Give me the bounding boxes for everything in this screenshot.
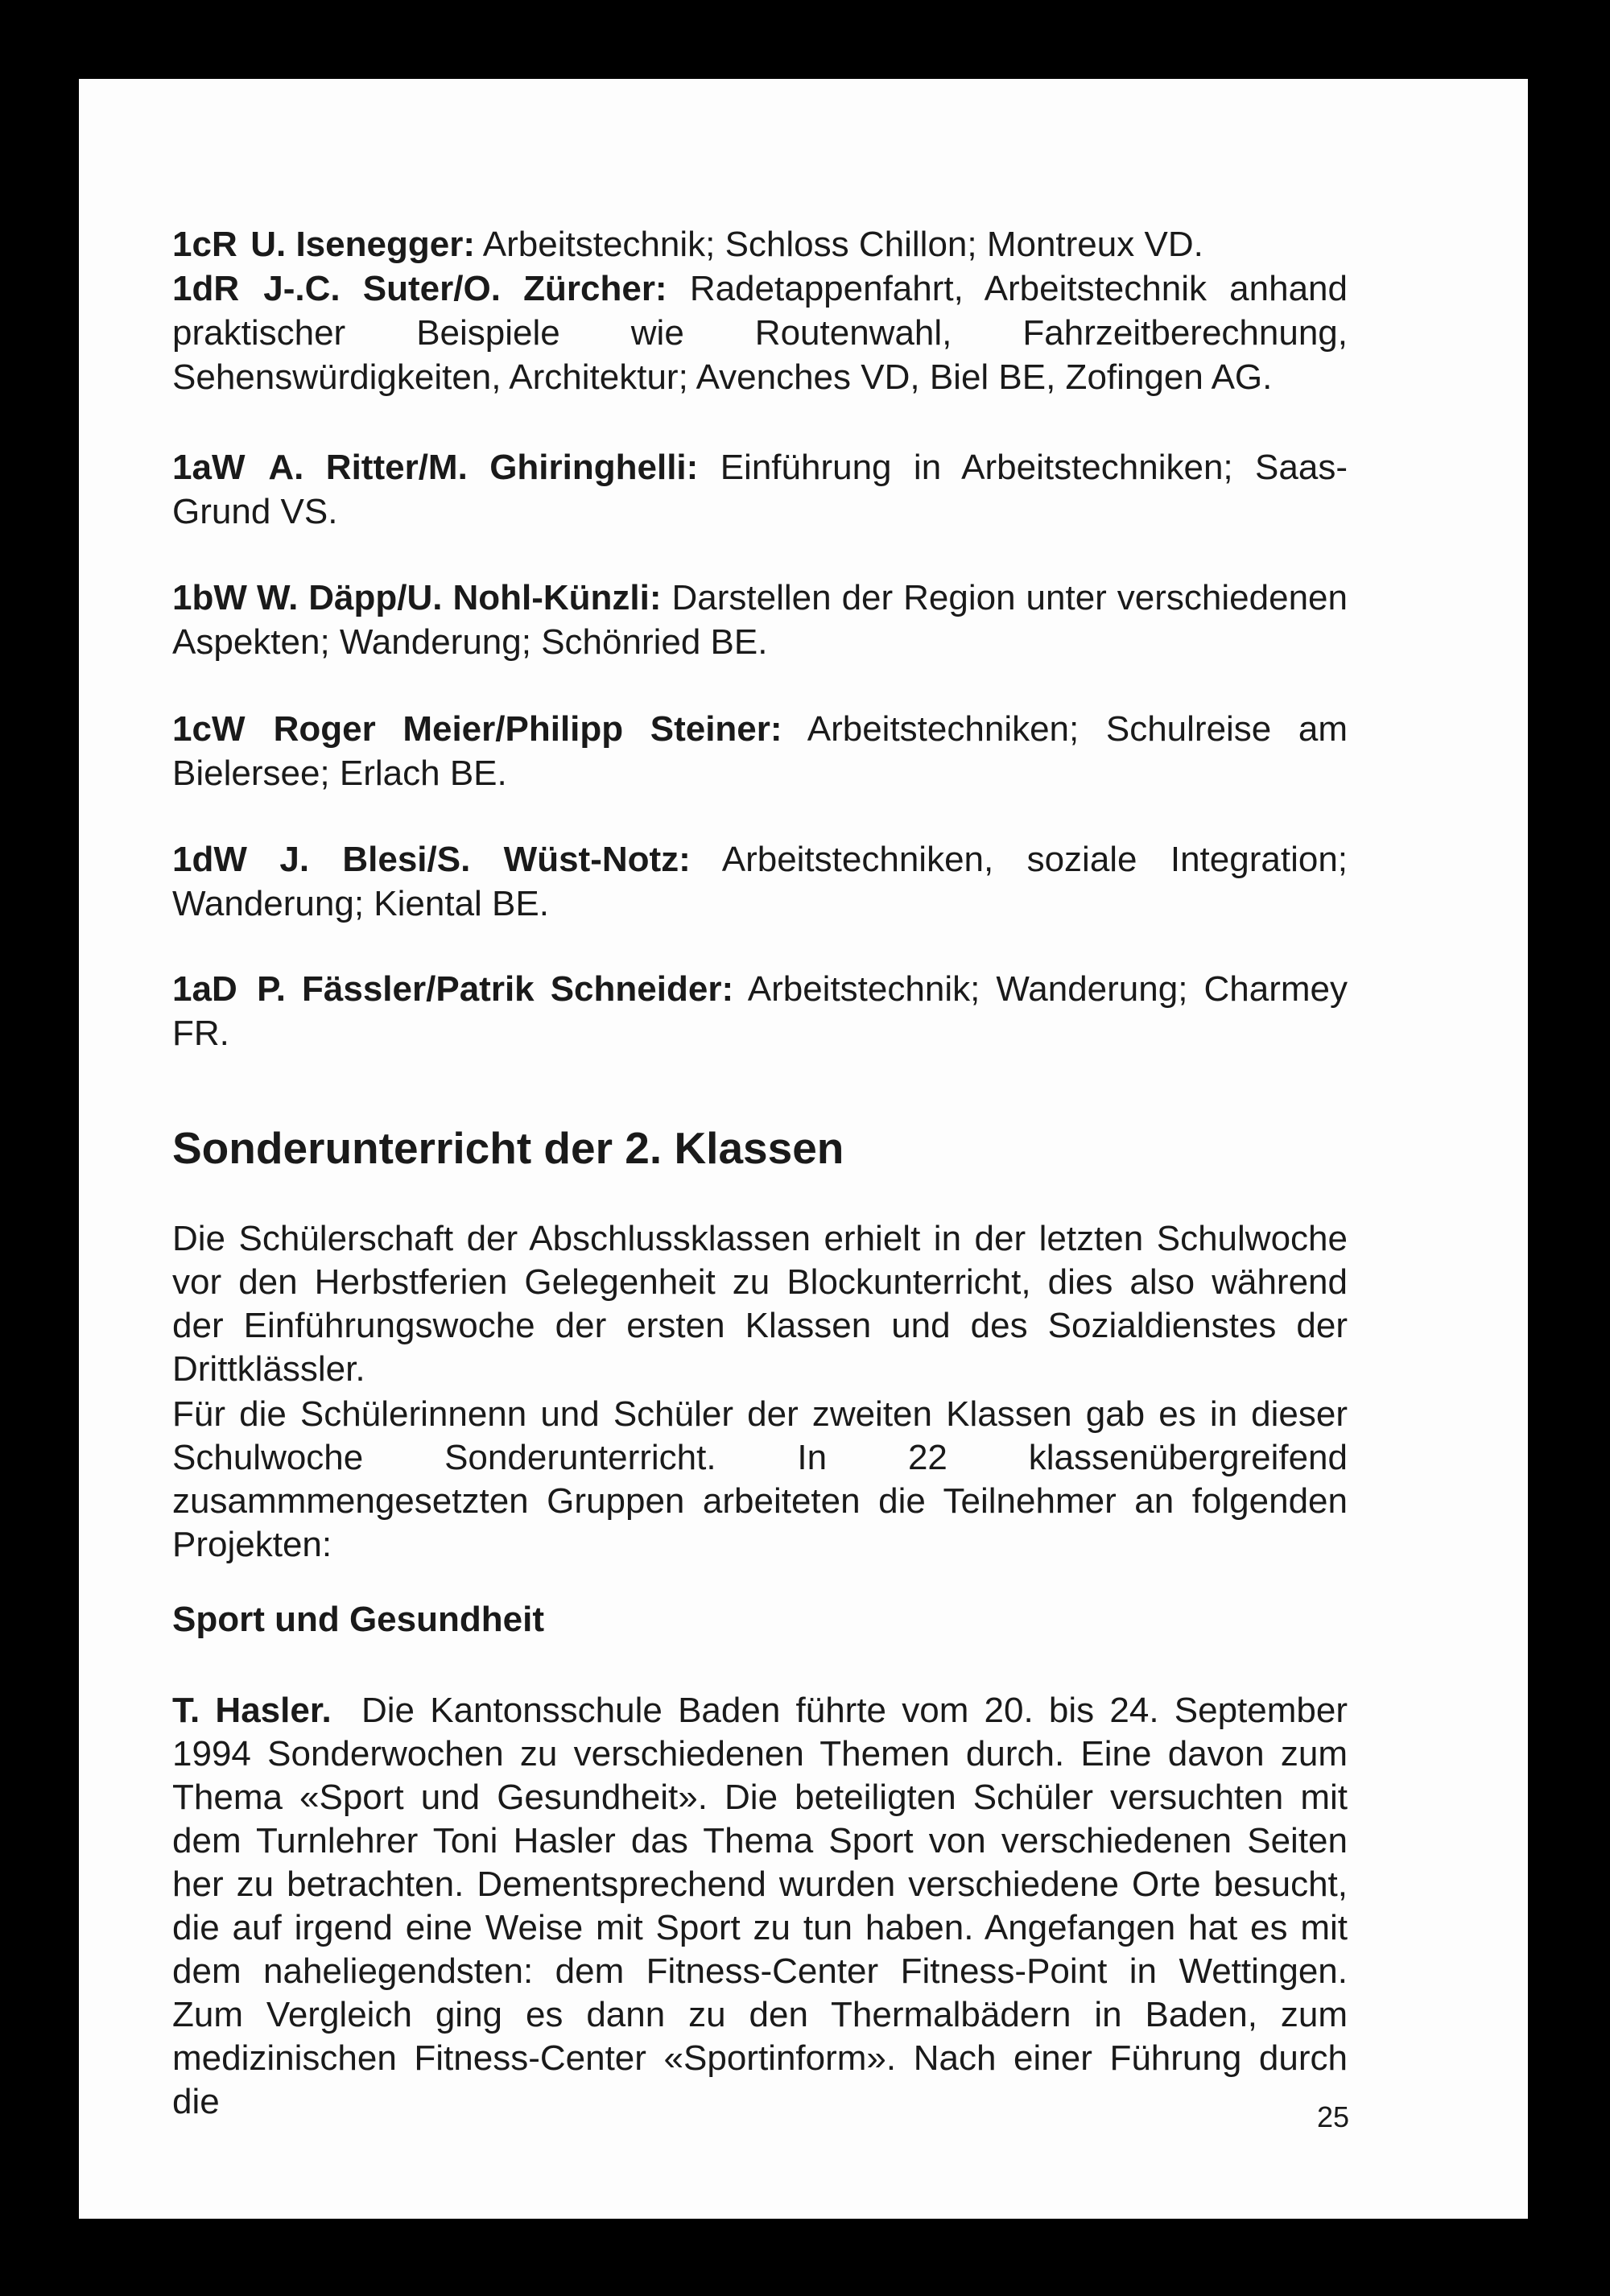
entry-description: Arbeitstechniken, soziale Integration; Wanderung; Kiental BE. <box>172 840 1348 923</box>
class-code: 1dW <box>172 840 247 879</box>
class-code: 1dR <box>172 269 240 308</box>
class-entry-1cW <box>172 707 1348 795</box>
teacher-names: P. Fässler/Patrik Schneider: <box>257 969 734 1009</box>
teacher-names: Roger Meier/Philipp Steiner: <box>273 709 782 749</box>
class-code: 1bW <box>172 578 247 617</box>
sport-paragraph <box>172 1689 1348 2124</box>
class-entry-1bW <box>172 576 1348 664</box>
class-entry-1dW <box>172 837 1348 926</box>
intro-paragraph-2: Für die Schülerinnenn und Schüler der zweiten Klassen gab es in dieser Schulwoche Sonderunterricht. In 22 klassenübergreifend zusammmengesetzten Gruppen arbeiteten die Teilnehmer an folgenden Projekten: <box>172 1394 1348 1564</box>
document-page <box>79 79 1528 2219</box>
paragraph-author: T. Hasler. <box>172 1691 332 1730</box>
intro-paragraph-1: Die Schülerschaft der Abschlussklassen erhielt in der letzten Schulwoche vor den Herbstferien Gelegenheit zu Blockunterricht, dies also während der Einführungswoche der ersten Klassen und des Sozialdienstes der Drittklässler. <box>172 1219 1348 1389</box>
class-code: 1aW <box>172 448 246 487</box>
teacher-names: A. Ritter/M. Ghiringhelli: <box>268 448 699 487</box>
class-code: 1aD <box>172 969 237 1009</box>
entry-description: Arbeitstechnik; Schloss Chillon; Montreux VD. <box>482 225 1203 264</box>
teacher-names: U. Isenegger: <box>250 225 475 264</box>
teacher-names: W. Däpp/U. Nohl-Künzli: <box>256 578 662 617</box>
subsection-heading: Sport und Gesundheit <box>172 1600 544 1639</box>
page-number: 25 <box>1316 2100 1349 2133</box>
entry-description: Arbeitstechniken; Schulreise am Bielersee; Erlach BE. <box>172 709 1348 793</box>
entry-description: Darstellen der Region unter verschiedenen Aspekten; Wanderung; Schönried BE. <box>172 578 1348 662</box>
class-entry-1dR <box>172 266 1348 399</box>
class-entry-1aW <box>172 445 1348 534</box>
entry-description: Arbeitstechnik; Wanderung; Charmey FR. <box>172 969 1348 1053</box>
paragraph-text: Die Kantonsschule Baden führte vom 20. bis 24. September 1994 Sonderwochen zu verschiedenen Themen durch. Eine davon zum Thema «Sport und Gesundheit». Die beteiligten Schüler versuchten mit dem Turnlehrer Toni Hasler das Thema Sport von verschiedenen Seiten her zu betrachten. Dementsprechend wurden verschiedene Orte besucht, die auf irgend eine Weise mit Sport zu tun haben. Angefangen hat es mit dem naheliegendsten: dem Fitness-Center Fitness-Point in Wettingen. Zum Vergleich ging es dann zu den Thermalbädern in Baden, zum medizinischen Fitness-Center «Sportinform». Nach einer Führung durch die <box>172 1691 1348 2121</box>
entry-description: Radetappenfahrt, Arbeitstechnik anhand praktischer Beispiele wie Routenwahl, Fahrzeitberechnung, Sehenswürdigkeiten, Architektur; Avenches VD, Biel BE, Zofingen AG. <box>172 269 1348 397</box>
teacher-names: J. Blesi/S. Wüst-Notz: <box>279 840 691 879</box>
class-entry-1aD <box>172 967 1348 1055</box>
class-code: 1cW <box>172 709 246 749</box>
class-entry-1cR <box>172 222 1348 266</box>
teacher-names: J-.C. Suter/O. Zürcher: <box>263 269 667 308</box>
class-code: 1cR <box>172 225 237 264</box>
section-heading: Sonderunterricht der 2. Klassen <box>172 1123 844 1173</box>
entry-description: Einführung in Arbeitstechniken; Saas-Grund VS. <box>172 448 1348 531</box>
